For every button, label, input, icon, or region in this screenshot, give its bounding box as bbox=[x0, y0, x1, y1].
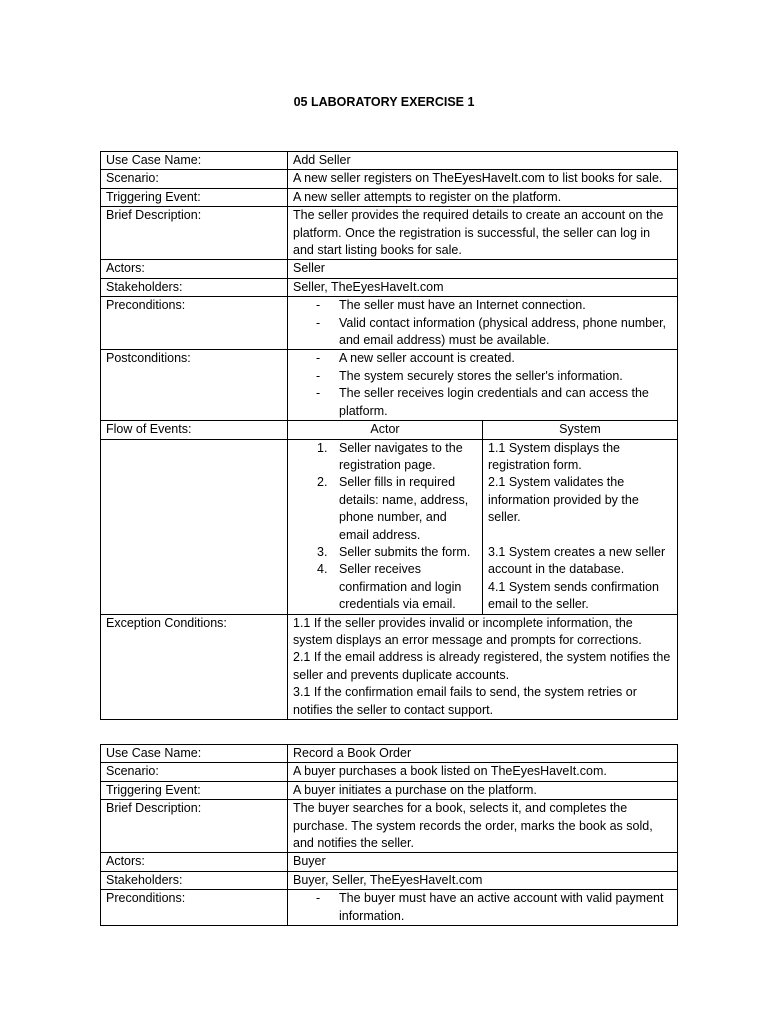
flow-header-cell bbox=[288, 421, 678, 439]
table-row bbox=[101, 207, 678, 260]
table-row bbox=[101, 188, 678, 206]
row-label: Triggering Event: bbox=[101, 188, 288, 206]
step-number: 3. bbox=[317, 544, 328, 559]
table-row-preconditions bbox=[101, 890, 678, 926]
list-item: - The system securely stores the seller's information. bbox=[313, 368, 672, 385]
list-item: - The seller receives login credentials and can access the platform. bbox=[313, 385, 672, 420]
row-value: A new seller registers on TheEyesHaveIt.com to list books for sale. bbox=[288, 170, 678, 188]
table-row bbox=[101, 800, 678, 853]
row-value: A buyer initiates a purchase on the platform. bbox=[288, 781, 678, 799]
table-row bbox=[101, 260, 678, 278]
row-label: Use Case Name: bbox=[101, 745, 288, 763]
spacer bbox=[488, 526, 672, 543]
preconditions-list bbox=[293, 890, 672, 925]
step-text: Seller submits the form. bbox=[339, 544, 471, 559]
table-row bbox=[101, 152, 678, 170]
list-item: - A new seller account is created. bbox=[313, 350, 672, 367]
step-text: Seller navigates to the registration page. bbox=[339, 440, 463, 472]
table-row bbox=[101, 853, 678, 871]
row-value: Record a Book Order bbox=[288, 745, 678, 763]
table-row-preconditions bbox=[101, 297, 678, 350]
row-label: Preconditions: bbox=[101, 297, 288, 350]
row-label: Triggering Event: bbox=[101, 781, 288, 799]
use-case-table-record-book-order bbox=[100, 744, 678, 926]
table-row bbox=[101, 871, 678, 889]
row-value: Add Seller bbox=[288, 152, 678, 170]
row-label: Flow of Events: bbox=[101, 421, 288, 439]
empty-label-cell bbox=[101, 439, 288, 614]
system-step: 1.1 System displays the registration form. bbox=[488, 440, 621, 472]
step-number: 1. bbox=[317, 440, 328, 455]
row-value: The buyer searches for a book, selects it, and completes the purchase. The system records the order, marks the book as sold, and notifies the seller. bbox=[288, 800, 678, 853]
preconditions-list bbox=[293, 297, 672, 349]
system-step: 2.1 System validates the information provided by the seller. bbox=[488, 475, 639, 525]
row-value: The seller provides the required details to create an account on the platform. Once the registration is successful, the seller can log in and start listing books for sale. bbox=[288, 207, 678, 260]
table-row-exceptions bbox=[101, 614, 678, 719]
document-title: 05 LABORATORY EXERCISE 1 bbox=[293, 95, 475, 109]
list-item: - The buyer must have an active account with valid payment information. bbox=[313, 890, 672, 925]
row-label: Use Case Name: bbox=[101, 152, 288, 170]
row-value: Seller, TheEyesHaveIt.com bbox=[288, 278, 678, 296]
actor-steps-list bbox=[293, 440, 477, 614]
actor-steps-column bbox=[288, 440, 483, 614]
preconditions-list-cell bbox=[288, 890, 678, 926]
exceptions-cell bbox=[288, 614, 678, 719]
list-item bbox=[313, 474, 477, 544]
actor-header: Actor bbox=[288, 421, 483, 438]
use-case-table-add-seller bbox=[100, 151, 678, 720]
table-row bbox=[101, 745, 678, 763]
flow-steps-cell bbox=[288, 439, 678, 614]
table-row bbox=[101, 763, 678, 781]
list-item bbox=[313, 440, 477, 475]
step-number: 4. bbox=[317, 562, 328, 577]
system-step: 3.1 System creates a new seller account in the database. bbox=[488, 544, 666, 577]
step-text: Seller receives confirmation and login credentials via email. bbox=[339, 562, 462, 612]
row-label: Preconditions: bbox=[101, 890, 288, 926]
row-label: Postconditions: bbox=[101, 350, 288, 421]
exception-item: 2.1 If the email address is already registered, the system notifies the seller and prevents duplicate accounts. bbox=[293, 650, 671, 682]
row-label: Brief Description: bbox=[101, 207, 288, 260]
list-item: - Valid contact information (physical address, phone number, and email address) must be available. bbox=[313, 315, 672, 350]
row-label: Stakeholders: bbox=[101, 278, 288, 296]
list-item bbox=[313, 544, 477, 561]
system-steps-column bbox=[483, 440, 678, 614]
row-value: A buyer purchases a book listed on TheEyesHaveIt.com. bbox=[288, 763, 678, 781]
system-step: 4.1 System sends confirmation email to the seller. bbox=[488, 579, 659, 612]
flow-header-table bbox=[288, 421, 677, 438]
exception-item: 3.1 If the confirmation email fails to send, the system retries or notifies the seller to contact support. bbox=[293, 685, 637, 717]
step-text: Seller fills in required details: name, address, phone number, and email address. bbox=[339, 475, 469, 542]
system-header: System bbox=[559, 422, 601, 437]
table-row bbox=[101, 278, 678, 296]
row-value: A new seller attempts to register on the platform. bbox=[288, 188, 678, 206]
row-value: Buyer, Seller, TheEyesHaveIt.com bbox=[288, 871, 678, 889]
flow-steps-table bbox=[288, 440, 677, 614]
table-row-flow-steps bbox=[101, 439, 678, 614]
table-row bbox=[101, 781, 678, 799]
row-label: Actors: bbox=[101, 260, 288, 278]
list-item bbox=[313, 561, 477, 613]
preconditions-list-cell bbox=[288, 297, 678, 350]
row-label: Brief Description: bbox=[101, 800, 288, 853]
row-value: Seller bbox=[288, 260, 678, 278]
postconditions-list bbox=[293, 350, 672, 420]
step-number: 2. bbox=[317, 475, 328, 490]
row-label: Scenario: bbox=[101, 763, 288, 781]
table-row bbox=[101, 170, 678, 188]
row-value: Buyer bbox=[288, 853, 678, 871]
table-row-postconditions bbox=[101, 350, 678, 421]
table-row-flow-header bbox=[101, 421, 678, 439]
row-label: Stakeholders: bbox=[101, 871, 288, 889]
list-item: - The seller must have an Internet connection. bbox=[313, 297, 672, 314]
row-label: Scenario: bbox=[101, 170, 288, 188]
row-label: Exception Conditions: bbox=[101, 614, 288, 719]
row-label: Actors: bbox=[101, 853, 288, 871]
postconditions-list-cell bbox=[288, 350, 678, 421]
exception-item: 1.1 If the seller provides invalid or incomplete information, the system displays an error message and prompts for corrections. bbox=[293, 615, 642, 647]
